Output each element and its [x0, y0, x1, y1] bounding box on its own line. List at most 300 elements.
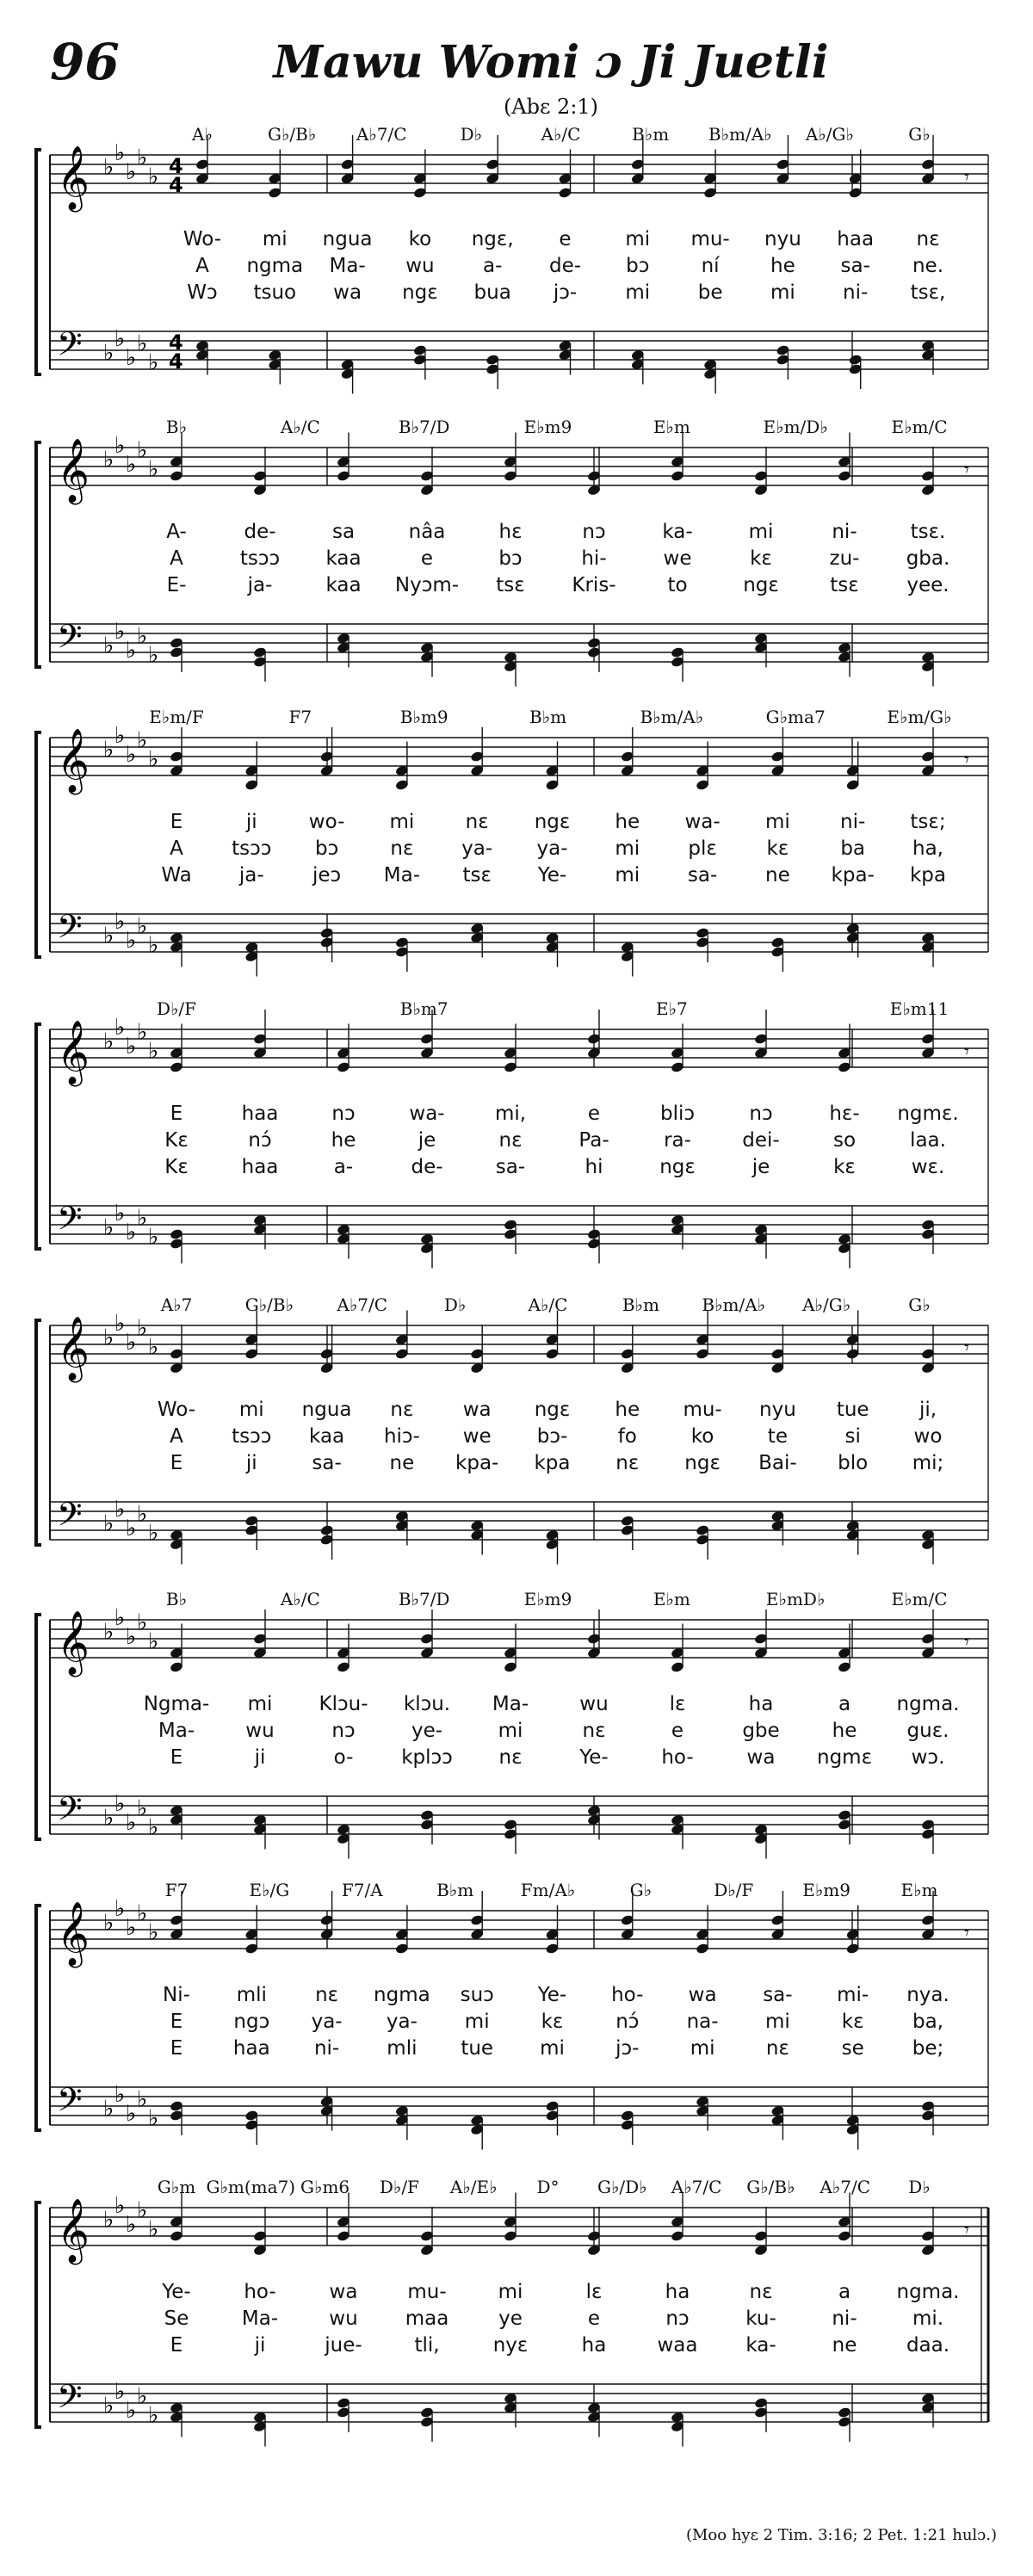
music-system [0, 1294, 1033, 1601]
chord-symbol: G♭ [908, 124, 931, 145]
lyric-syllable: he [832, 1720, 857, 1742]
lyric-syllable: he [770, 255, 795, 277]
lyric-syllable: kaa [325, 547, 362, 570]
lyric-syllable: mi [770, 281, 795, 304]
flat-icon: ♭ [137, 913, 148, 940]
bass-clef-icon: 𝄢 [57, 907, 83, 954]
scripture-reference: (Abɛ 2:1) [503, 95, 599, 119]
flat-icon: ♭ [103, 340, 114, 367]
lyric-syllable: ngma. [896, 1693, 960, 1715]
bass-clef-icon: 𝄢 [57, 324, 83, 371]
flat-icon: ♭ [103, 1805, 114, 1832]
staff-graphic [0, 1594, 1033, 1895]
flat-icon: ♭ [114, 1497, 126, 1523]
lyric-syllable: ngmɛ. [897, 1103, 959, 1125]
lyric-syllable: ngɛ, [471, 228, 514, 250]
lyric-syllable: mi [540, 2037, 565, 2060]
lyric-syllable: je [418, 1129, 436, 1152]
flat-icon: ♭ [103, 1619, 114, 1646]
lyric-syllable: gbe [742, 1720, 780, 1742]
chord-symbol: D♭ [460, 124, 483, 145]
lyric-syllable: hi- [581, 547, 607, 570]
lyric-syllable: yee. [906, 574, 949, 596]
chord-symbol: E♭m [653, 1589, 690, 1609]
flat-icon: ♭ [148, 164, 159, 190]
time-signature: 4 [169, 154, 183, 178]
lyric-syllable: bɔ [498, 547, 523, 570]
rest-icon: 𝄾 [964, 750, 969, 771]
chord-symbol: E♭/G [249, 1880, 290, 1900]
lyric-syllable: de- [244, 521, 276, 543]
lyric-syllable: e [559, 228, 572, 250]
lyric-syllable: hiɔ- [383, 1425, 420, 1448]
lyric-syllable: ha [748, 1693, 774, 1715]
lyric-syllable: ne [389, 1452, 415, 1474]
lyric-syllable: Pa- [578, 1129, 609, 1152]
chord-symbol: D♭/F [714, 1880, 754, 1900]
chord-symbol: B♭m [622, 1294, 659, 1315]
lyric-syllable: ka- [745, 2334, 776, 2357]
lyric-syllable: wa- [684, 811, 721, 833]
lyric-syllable: Wo- [157, 1399, 196, 1421]
lyric-syllable: ngmɛ [816, 1746, 873, 1769]
lyric-syllable: ji [254, 1746, 266, 1769]
lyric-syllable: bɔ [626, 255, 650, 277]
lyric-syllable: ko [690, 1425, 714, 1448]
chord-symbol: A♭/G♭ [805, 124, 854, 145]
flat-icon: ♭ [126, 2212, 137, 2238]
lyric-syllable: ja- [247, 574, 273, 596]
lyric-syllable: daa. [906, 2334, 950, 2357]
lyric-syllable: tli, [414, 2334, 440, 2357]
flat-icon: ♭ [126, 345, 137, 371]
flat-icon: ♭ [126, 2398, 137, 2424]
flat-icon: ♭ [126, 1810, 137, 1836]
lyric-syllable: a- [333, 1156, 354, 1178]
chord-symbol: G♭m [157, 2177, 196, 2197]
lyric-syllable: nɔ [582, 521, 606, 543]
chord-symbol: E♭m9 [802, 1880, 851, 1900]
chord-symbol: G♭/B♭ [267, 124, 317, 145]
chord-symbol: F7 [288, 707, 312, 727]
lyric-syllable: Ngma- [143, 1693, 210, 1715]
lyric-syllable: mi [615, 837, 640, 860]
lyric-syllable: E [170, 2334, 183, 2357]
lyric-syllable: mi [625, 281, 651, 304]
flat-icon: ♭ [137, 1019, 148, 1046]
flat-icon: ♭ [148, 2105, 159, 2132]
lyric-syllable: ya- [386, 2011, 418, 2033]
lyric-syllable: kɛ [766, 837, 789, 860]
chord-symbol: E♭m9 [523, 417, 572, 437]
lyric-syllable: ngma. [896, 2281, 960, 2303]
flat-icon: ♭ [148, 932, 159, 959]
chord-symbol: E♭m9 [523, 1589, 572, 1609]
lyric-syllable: a- [482, 255, 503, 277]
lyric-syllable: A- [166, 521, 187, 543]
lyric-syllable: jeɔ [312, 864, 342, 886]
staff-graphic [0, 1885, 1033, 2186]
lyric-syllable: ye [498, 2307, 523, 2330]
staff-graphic [0, 1300, 1033, 1601]
lyric-syllable: haa [232, 2037, 270, 2060]
lyric-syllable: E [170, 2011, 183, 2033]
lyric-syllable: kɛ [841, 2011, 864, 2033]
chord-symbol: E♭m [653, 417, 690, 437]
lyric-syllable: bua [473, 281, 511, 304]
lyric-syllable: nyɛ [492, 2334, 529, 2357]
chord-symbol: G♭/B♭ [746, 2177, 795, 2197]
lyric-syllable: mu- [407, 2281, 447, 2303]
hymn-title: Mawu Womi ɔ Ji Juetli [273, 36, 829, 89]
system-bracket [36, 1615, 41, 1839]
lyric-syllable: ngua [322, 228, 373, 250]
lyric-syllable: e [587, 1103, 601, 1125]
flat-icon: ♭ [126, 742, 137, 768]
lyric-syllable: mu- [690, 228, 730, 250]
lyric-syllable: hɛ- [829, 1103, 860, 1125]
lyric-syllable: nɛ [315, 1984, 339, 2006]
lyric-syllable: ji [254, 2334, 266, 2357]
lyric-syllable: ngɔ [233, 2011, 270, 2033]
lyric-syllable: kɛ [541, 2011, 564, 2033]
flat-icon: ♭ [103, 2096, 114, 2122]
lyric-syllable: ngɛ [534, 811, 571, 833]
flat-icon: ♭ [137, 1501, 148, 1528]
lyric-syllable: E [170, 811, 183, 833]
lyric-syllable: nyu [764, 228, 801, 250]
lyric-syllable: wu [329, 2307, 358, 2330]
chord-symbol: G♭m(ma7) [206, 2177, 296, 2197]
lyric-syllable: bɔ [314, 837, 339, 860]
music-system [0, 2177, 1033, 2483]
lyric-syllable: ba, [912, 2011, 944, 2033]
lyric-syllable: sa- [312, 1452, 342, 1474]
lyric-syllable: wu [405, 255, 435, 277]
chord-symbol: G♭m6 [300, 2177, 350, 2197]
flat-icon: ♭ [137, 437, 148, 464]
lyric-syllable: mi [690, 2037, 715, 2060]
rest-icon: 𝄾 [964, 460, 969, 481]
lyric-syllable: Ma- [492, 1693, 529, 1715]
lyric-syllable: sa [331, 521, 356, 543]
lyric-syllable: bɔ- [536, 1425, 568, 1448]
lyric-syllable: te [767, 1425, 788, 1448]
flat-icon: ♭ [137, 2086, 148, 2113]
lyric-syllable: nɛ [390, 837, 414, 860]
lyric-syllable: nâa [408, 521, 446, 543]
time-signature: 4 [169, 349, 183, 374]
flat-icon: ♭ [148, 1814, 159, 1841]
lyric-syllable: mi [247, 1693, 273, 1715]
chord-symbol: D♭/F [379, 2177, 419, 2197]
flat-icon: ♭ [126, 928, 137, 954]
chord-symbol: E♭m/D♭ [763, 417, 828, 437]
flat-icon: ♭ [148, 1919, 159, 1946]
flat-icon: ♭ [126, 638, 137, 664]
rest-icon: 𝄾 [964, 1337, 969, 1359]
lyric-syllable: kɛ [833, 1156, 856, 1178]
lyric-syllable: mi [615, 864, 640, 886]
chord-symbol: A♭7/C [337, 1294, 388, 1315]
flat-icon: ♭ [148, 1334, 159, 1361]
lyric-syllable: ba [840, 837, 866, 860]
staff-graphic [0, 1004, 1033, 1305]
time-signature: 4 [169, 173, 183, 197]
flat-icon: ♭ [114, 2193, 126, 2219]
lyric-syllable: de- [548, 255, 582, 277]
lyric-syllable: wa- [409, 1103, 445, 1125]
lyric-syllable: kɛ [750, 547, 772, 570]
lyric-syllable: ne [832, 2334, 857, 2357]
flat-icon: ♭ [103, 1214, 114, 1241]
lyric-syllable: ni- [843, 281, 869, 304]
lyric-syllable: ka- [662, 521, 693, 543]
lyric-syllable: laa. [910, 1129, 946, 1152]
treble-clef-icon: 𝄞 [57, 729, 90, 793]
lyric-syllable: E [170, 2037, 183, 2060]
flat-icon: ♭ [103, 1910, 114, 1937]
lyric-syllable: Ma- [329, 255, 366, 277]
lyric-syllable: nɛ [916, 228, 940, 250]
lyric-syllable: jɔ- [615, 2037, 640, 2060]
lyric-syllable: nɛ [498, 1129, 523, 1152]
treble-clef-icon: 𝄞 [57, 1317, 90, 1381]
chord-symbol: B♭m7 [399, 998, 448, 1019]
flat-icon: ♭ [114, 1791, 126, 1817]
lyric-syllable: nɛ [615, 1452, 640, 1474]
lyric-syllable: nɛ [765, 2037, 789, 2060]
lyric-syllable: A [195, 255, 209, 277]
lyric-syllable: wu [245, 1720, 275, 1742]
lyric-syllable: nɔ́ [615, 2011, 640, 2033]
lyric-syllable: wo [913, 1425, 943, 1448]
lyric-syllable: sa- [840, 255, 870, 277]
flat-icon: ♭ [137, 1900, 148, 1927]
chord-symbol: E♭m [900, 1880, 938, 1900]
lyric-syllable: tsɛ [830, 574, 859, 596]
chord-symbol: B♭m/A♭ [640, 707, 704, 727]
flat-icon: ♭ [137, 623, 148, 650]
chord-symbol: E♭m/C [891, 417, 948, 437]
system-bracket [36, 150, 41, 374]
lyric-syllable: ne. [912, 255, 944, 277]
treble-clef-icon: 𝄞 [57, 1021, 90, 1084]
lyric-syllable: ha, [912, 837, 943, 860]
chord-symbol: G♭ [908, 1294, 931, 1315]
lyric-syllable: Nyɔm- [394, 574, 460, 596]
flat-icon: ♭ [148, 2216, 159, 2243]
staff-graphic [0, 2182, 1033, 2483]
lyric-syllable: waa [657, 2334, 698, 2357]
chord-symbol: B♭m9 [399, 707, 448, 727]
lyric-syllable: je [752, 1156, 770, 1178]
flat-icon: ♭ [126, 1220, 137, 1245]
lyric-syllable: tsɛ [496, 574, 525, 596]
lyric-syllable: Wo- [182, 228, 222, 250]
flat-icon: ♭ [148, 642, 159, 669]
bass-clef-icon: 𝄢 [57, 1789, 83, 1836]
lyric-syllable: A [170, 547, 183, 570]
footer-reference: (Moo hyɛ 2 Tim. 3:16; 2 Pet. 1:21 hulɔ.) [685, 2526, 997, 2544]
lyric-syllable: tsɛ [462, 864, 492, 886]
chord-symbol: B♭m [436, 1880, 474, 1900]
chord-symbol: D° [536, 2177, 560, 2197]
lyric-syllable: mi [389, 811, 415, 833]
lyric-syllable: Klɔu- [319, 1693, 368, 1715]
lyric-syllable: mi [764, 811, 790, 833]
lyric-syllable: ngua [301, 1399, 352, 1421]
chord-symbol: A♭/C [280, 417, 320, 437]
flat-icon: ♭ [103, 1510, 114, 1537]
lyric-syllable: ngɛ [684, 1452, 721, 1474]
lyric-syllable: jue- [325, 2334, 362, 2357]
lyric-syllable: ngɛ [534, 1399, 571, 1421]
lyric-syllable: to [667, 574, 688, 596]
lyric-syllable: nɛ [749, 2281, 773, 2303]
lyric-syllable: tsɔɔ [232, 1425, 272, 1448]
system-bracket [36, 732, 41, 957]
treble-clef-icon: 𝄞 [57, 146, 90, 210]
music-system [0, 1880, 1033, 2186]
chord-symbol: B♭ [165, 417, 188, 437]
lyric-syllable: Ni- [163, 1984, 190, 2006]
lyric-syllable: mi [498, 2281, 523, 2303]
flat-icon: ♭ [126, 1330, 137, 1356]
lyric-syllable: se [841, 2037, 864, 2060]
lyric-syllable: gba. [906, 547, 950, 570]
lyric-syllable: mi. [912, 2307, 944, 2330]
lyric-syllable: nɔ́ [248, 1129, 272, 1152]
flat-icon: ♭ [137, 727, 148, 754]
lyric-syllable: guɛ. [906, 1720, 949, 1742]
lyric-syllable: hi [585, 1156, 603, 1178]
lyric-syllable: nɛ [390, 1399, 414, 1421]
staff-graphic [0, 712, 1033, 1013]
lyric-syllable: E [170, 1452, 183, 1474]
lyric-syllable: kpa [534, 1452, 571, 1474]
lyric-syllable: dei- [742, 1129, 780, 1152]
chord-symbol: B♭m/A♭ [702, 1294, 766, 1315]
flat-icon: ♭ [114, 433, 126, 459]
lyric-syllable: ne [765, 864, 790, 886]
lyric-syllable: ni- [832, 521, 857, 543]
flat-icon: ♭ [126, 1034, 137, 1059]
chord-symbol: B♭m/A♭ [708, 124, 772, 145]
bass-clef-icon: 𝄢 [57, 2080, 83, 2127]
lyric-syllable: nɔ [331, 1103, 356, 1125]
flat-icon: ♭ [114, 909, 126, 935]
flat-icon: ♭ [137, 2383, 148, 2410]
flat-icon: ♭ [114, 1201, 126, 1226]
lyric-syllable: e [587, 2307, 601, 2330]
lyric-syllable: tsɔɔ [239, 547, 281, 570]
lyric-syllable: jɔ- [553, 281, 578, 304]
lyric-syllable: mi [625, 228, 651, 250]
flat-icon: ♭ [103, 154, 114, 181]
flat-icon: ♭ [126, 2101, 137, 2127]
lyric-syllable: tsɔɔ [232, 837, 272, 860]
flat-icon: ♭ [148, 349, 159, 376]
flat-icon: ♭ [114, 619, 126, 645]
rest-icon: 𝄾 [964, 1632, 969, 1653]
chord-symbol: A♭7/C [356, 124, 407, 145]
lyric-syllable: wɔ. [911, 1746, 945, 1769]
lyric-syllable: kaa [325, 574, 362, 596]
flat-icon: ♭ [114, 1896, 126, 1922]
lyric-syllable: mu- [683, 1399, 722, 1421]
lyric-syllable: haa [837, 228, 875, 250]
lyric-syllable: Ma- [241, 2307, 279, 2330]
lyric-syllable: nɔ [665, 2307, 690, 2330]
treble-clef-icon: 𝄞 [57, 2199, 90, 2263]
flat-icon: ♭ [126, 1624, 137, 1650]
lyric-syllable: bliɔ [659, 1103, 696, 1125]
bass-clef-icon: 𝄢 [57, 1495, 83, 1541]
lyric-syllable: e [671, 1720, 684, 1742]
lyric-syllable: o- [333, 1746, 354, 1769]
flat-icon: ♭ [148, 456, 159, 483]
chord-symbol: G♭ [629, 1880, 653, 1900]
lyric-syllable: wa [746, 1746, 776, 1769]
lyric-syllable: ha [665, 2281, 690, 2303]
chord-symbol: A♭7/C [820, 2177, 871, 2197]
lyric-syllable: suɔ [460, 1984, 494, 2006]
lyric-syllable: he [615, 1399, 640, 1421]
lyric-syllable: Kɛ [164, 1156, 189, 1178]
lyric-syllable: mli [387, 2037, 418, 2060]
flat-icon: ♭ [148, 1224, 159, 1251]
lyric-syllable: e [420, 547, 434, 570]
flat-icon: ♭ [137, 1795, 148, 1822]
lyric-syllable: nɔ [331, 1720, 356, 1742]
lyric-syllable: he [331, 1129, 356, 1152]
music-system [0, 998, 1033, 1305]
flat-icon: ♭ [137, 145, 148, 171]
lyric-syllable: wo- [308, 811, 345, 833]
chord-symbol: Fm/A♭ [520, 1880, 576, 1900]
lyric-syllable: he [615, 811, 640, 833]
hymn-number: 96 [50, 33, 120, 91]
lyric-syllable: haa [241, 1103, 279, 1125]
flat-icon: ♭ [114, 2379, 126, 2405]
chord-symbol: E♭mD♭ [765, 1589, 826, 1609]
lyric-syllable: wa [688, 1984, 717, 2006]
chord-symbol: A♭7/C [671, 2177, 722, 2197]
time-signature: 4 [169, 330, 183, 355]
lyric-syllable: kpa- [455, 1452, 499, 1474]
bass-clef-icon: 𝄢 [57, 2377, 83, 2424]
system-bracket [36, 442, 41, 667]
lyric-syllable: kplɔɔ [401, 1746, 453, 1769]
music-system [0, 124, 1033, 430]
chord-symbol: D♭/F [156, 998, 197, 1019]
lyric-syllable: ho- [611, 1984, 644, 2006]
lyric-syllable: ya- [461, 837, 493, 860]
lyric-syllable: E [170, 1746, 183, 1769]
flat-icon: ♭ [114, 140, 126, 166]
lyric-syllable: ngma [246, 255, 304, 277]
lyric-syllable: ra- [664, 1129, 691, 1152]
lyric-syllable: ní [701, 255, 720, 277]
lyric-syllable: ya- [311, 2011, 343, 2033]
lyric-syllable: we [462, 1425, 492, 1448]
system-bracket [36, 1320, 41, 1545]
flat-icon: ♭ [126, 1915, 137, 1941]
flat-icon: ♭ [114, 1311, 126, 1337]
lyric-syllable: maa [405, 2307, 449, 2330]
flat-icon: ♭ [137, 1609, 148, 1636]
